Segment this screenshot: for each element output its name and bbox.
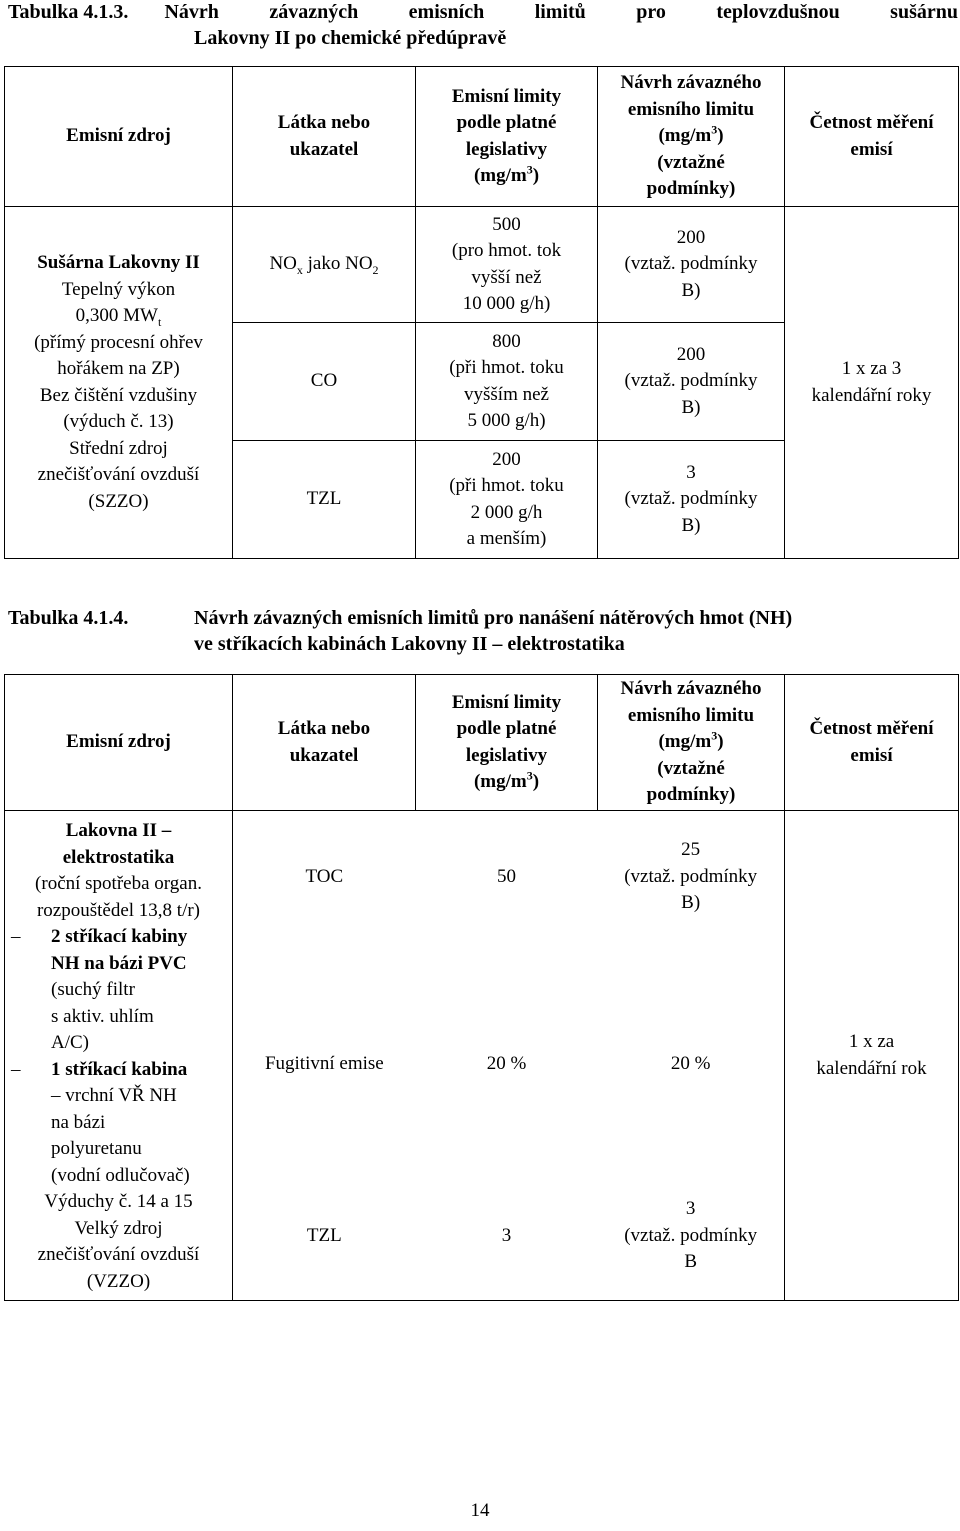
table2-row-tzl: [233, 1196, 784, 1276]
table-row: [5, 207, 959, 323]
table2-proposal-toc: 25 (vztaž. podmínky B): [624, 839, 758, 914]
table2-row-toc: [233, 837, 784, 917]
table1-frequency-cell: 1 x za 3 kalendářní roky: [785, 207, 959, 559]
table2-title-line2: ve stříkacích kabinách Lakovny II – elektrostatika: [194, 633, 625, 655]
table1-header-substance: Látka nebo ukazatel: [233, 67, 416, 207]
table1-title-line2: Lakovny II po chemické předúpravě: [194, 27, 507, 49]
table2-proposal-tzl: 3 (vztaž. podmínky B: [624, 1198, 758, 1273]
table2-title-line1: Návrh závazných emisních limitů pro nanášení nátěrových hmot (NH): [194, 607, 793, 629]
table1-title-line1: Návrh závazných emisních limitů pro teplovzdušnou sušárnu: [164, 1, 958, 23]
table1-substance-tzl: TZL: [233, 441, 416, 559]
table2-limit-toc: 50: [497, 865, 516, 887]
table1-limit-co: 800 (při hmot. toku vyšším než 5 000 g/h): [416, 323, 598, 441]
table1-substance-nox: $NO_x$ jako $NO_2$: [233, 207, 416, 323]
table1-header-proposal: Návrh závazného emisního limitu $(mg/m^3)$ (vztažné podmínky): [598, 67, 785, 207]
table1: [4, 66, 959, 559]
table2-header-frequency: Četnost měření emisí: [785, 675, 959, 811]
table2-limit-tzl: 3: [501, 1224, 512, 1246]
table2-header-limits: Emisní limity podle platné legislativy $(mg/m^3)$: [416, 675, 598, 811]
table2-header-source: Emisní zdroj: [5, 675, 233, 811]
table2-limit-fugitive: 20 %: [486, 1052, 527, 1074]
table1-heading: [8, 0, 958, 51]
table2-header-substance: Látka nebo ukazatel: [233, 675, 416, 811]
table1-header-source: Emisní zdroj: [5, 67, 233, 207]
table1-header-row: [5, 67, 959, 207]
table2: [4, 674, 959, 1301]
table1-header-frequency: Četnost měření emisí: [785, 67, 959, 207]
table1-substance-co: CO: [233, 323, 416, 441]
table2-frequency-cell: 1 x za kalendářní rok: [785, 811, 959, 1301]
table2-header-row: [5, 675, 959, 811]
table2-substance-tzl: TZL: [306, 1224, 342, 1246]
page-number: 14: [470, 1500, 490, 1521]
table1-limit-nox: 500 (pro hmot. tok vyšší než 10 000 g/h): [416, 207, 598, 323]
table1-source-cell: Sušárna Lakovny II Tepelný výkon 0,300 $MW_t$ (přímý procesní ohřev hořákem na ZP) Bez čištění vzdušiny (výduch č. 13) Střední zdroj znečišťování ovzduší (SZZO): [5, 207, 233, 559]
table1-header-limits: Emisní limity podle platné legislativy $(mg/m^3)$: [416, 67, 598, 207]
table1-proposal-nox: 200 (vztaž. podmínky B): [598, 207, 785, 323]
table2-heading: [8, 605, 960, 657]
table1-limit-tzl: 200 (při hmot. toku 2 000 g/h a menším): [416, 441, 598, 559]
table2-label: Tabulka 4.1.4.: [8, 607, 129, 629]
table1-proposal-tzl: 3 (vztaž. podmínky B): [598, 441, 785, 559]
table2-substance-toc: TOC: [305, 865, 344, 887]
table2-proposal-fugitive: 20 %: [670, 1052, 711, 1074]
table-row: [5, 811, 959, 1301]
table2-row-fugitive: [233, 1051, 784, 1077]
table1-proposal-co: 200 (vztaž. podmínky B): [598, 323, 785, 441]
table2-source-cell: Lakovna II – elektrostatika (roční spotřeba organ. rozpouštědel 13,8 t/r) – 2 stříkací kabiny NH na bázi PVC (suchý filtr s aktiv. uhlím A/C) – 1 stříkací kabina – vrchní VŘ NH na bázi polyuretanu (vodní odlučovač) Výduchy č. 14 a 15 Velký zdroj znečišťování ovzduší (VZZO): [5, 811, 233, 1301]
table2-values-block: [233, 811, 785, 1301]
table2-header-proposal: Návrh závazného emisního limitu $(mg/m^3)$ (vztažné podmínky): [598, 675, 785, 811]
table1-label: Tabulka 4.1.3.: [8, 1, 129, 23]
table2-substance-fugitive: Fugitivní emise: [264, 1052, 384, 1074]
